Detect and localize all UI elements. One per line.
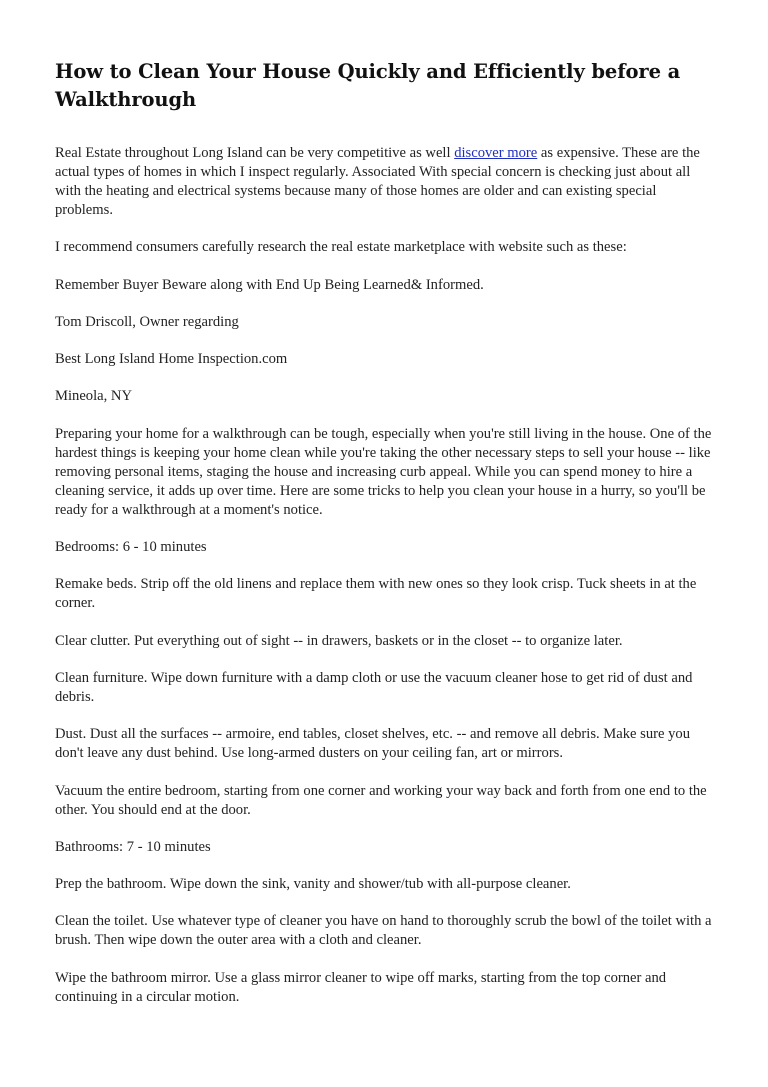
paragraph-clean-toilet: Clean the toilet. Use whatever type of cleaner you have on hand to thoroughly scrub the bowl of the toilet with a brush. Then wipe down the outer area with a cloth and cleaner. — [55, 913, 712, 949]
paragraph-preparing: Preparing your home for a walkthrough can be tough, especially when you're still living in the house. One of the hardest things is keeping your home clean while you're taking the other necessary steps to sell your house -- like removing personal items, staging the house and increasing curb appeal. While you can spend money to hire a cleaning service, it adds up over time. Here are some tricks to help you clean your house in a hurry, so you'll be ready for a walkthrough at a moment's notice. — [55, 425, 712, 518]
intro-text-after-link: as expensive. These are the actual types of homes in which I inspect regularly. Associated With special concern is checking just about all with the heating and electrical systems because many of those homes are older and can existing special problems. — [55, 145, 700, 218]
paragraph-prep-bathroom: Prep the bathroom. Wipe down the sink, vanity and shower/tub with all-purpose cleaner. — [55, 876, 571, 893]
paragraph-vacuum: Vacuum the entire bedroom, starting from one corner and working your way back and forth from one end to the other. You should end at the door. — [55, 782, 707, 818]
section-heading-bathrooms: Bathrooms: 7 - 10 minutes — [55, 838, 211, 855]
paragraph-research: I recommend consumers carefully research the real estate marketplace with website such as these: — [55, 239, 627, 256]
section-heading-bedrooms: Bedrooms: 6 - 10 minutes — [55, 539, 207, 556]
discover-more-link[interactable]: discover more — [454, 145, 538, 161]
paragraph-wipe-mirror: Wipe the bathroom mirror. Use a glass mirror cleaner to wipe off marks, starting from the top corner and continuing in a circular motion. — [55, 969, 667, 1005]
paragraph-location: Mineola, NY — [55, 388, 133, 405]
page-title: How to Clean Your House Quickly and Efficiently before a Walkthrough — [55, 60, 681, 111]
paragraph-clean-furniture: Clean furniture. Wipe down furniture with a damp cloth or use the vacuum cleaner hose to get rid of dust and debris. — [55, 669, 693, 705]
paragraph-company: Best Long Island Home Inspection.com — [55, 351, 288, 368]
paragraph-remake-beds: Remake beds. Strip off the old linens and replace them with new ones so they look crisp. Tuck sheets in at the corner. — [55, 576, 697, 612]
document-page — [55, 58, 717, 1025]
paragraph-author: Tom Driscoll, Owner regarding — [55, 313, 239, 330]
intro-paragraph — [55, 144, 717, 220]
paragraph-clear-clutter: Clear clutter. Put everything out of sight -- in drawers, baskets or in the closet -- to organize later. — [55, 632, 623, 649]
paragraph-dust: Dust. Dust all the surfaces -- armoire, end tables, closet shelves, etc. -- and remove all debris. Make sure you don't leave any dust behind. Use long-armed dusters on your ceiling fan, art or mirrors. — [55, 726, 691, 762]
paragraph-buyer-beware: Remember Buyer Beware along with End Up Being Learned& Informed. — [55, 276, 484, 293]
intro-text-before-link: Real Estate throughout Long Island can be very competitive as well — [55, 145, 455, 161]
